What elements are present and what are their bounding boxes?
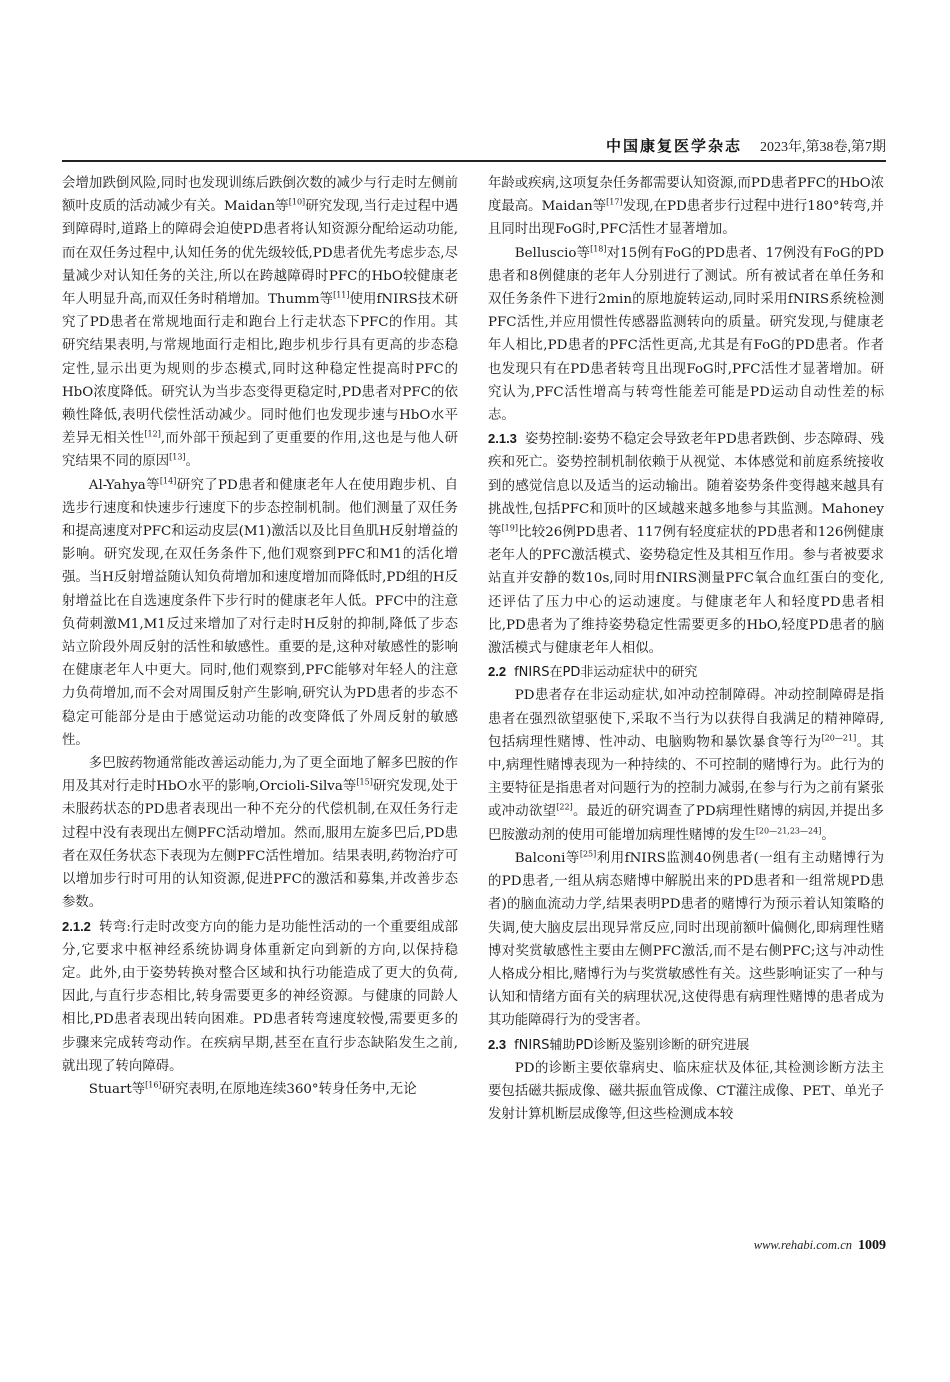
subsection-2-1-2: 2.1.2 转弯:行走时改变方向的能力是功能性活动的一个重要组成部分,它要求中枢神经系统协调身体重新定向到新的方向,以保持稳定。此外,由于姿势转换对整合区域和执行功能造成了更大的负荷,因此,与直行步态相比,转身需要更多的神经资源。与健康的同龄人相比,PD患者表现出转向困难。PD患者转弯速度较慢,需要更多的步骤来完成转弯动作。在疾病早期,甚至在直行步态缺陷发生之前,就出现了转向障碍。 <box>62 918 459 1074</box>
website-url: www.rehabi.com.cn <box>753 1238 852 1252</box>
paragraph: 多巴胺药物通常能改善运动能力,为了更全面地了解多巴胺的作用及其对行走时HbO水平的影响,Orcioli-Silva等[15]研究发现,处于未服药状态的PD患者表现出一种不充分的代偿机制,在双任务行走过程中没有表现出左侧PFC活动增加。然而,服用左旋多巴后,PD患者在双任务状态下表现为左侧PFC活性增加。结果表明,药物治疗可以增加步行时可用的认知资源,促进PFC的激活和募集,并改善步态参数。 <box>62 756 458 911</box>
citation: [17] <box>606 197 623 207</box>
paragraph: Stuart等[16]研究表明,在原地连续360°转身任务中,无论 <box>88 1080 417 1097</box>
citation: [25] <box>579 849 597 859</box>
subsection-title: 转弯 <box>98 919 127 935</box>
article-body <box>62 172 884 1222</box>
page-header <box>62 130 886 156</box>
section-title: fNIRS在PD非运动症状中的研究 <box>514 665 698 681</box>
citation: [19] <box>501 523 518 533</box>
left-column <box>62 172 458 1222</box>
citation: [15] <box>356 777 373 787</box>
citation: [16] <box>145 1080 162 1090</box>
issue-info: 2023年,第38卷,第7期 <box>760 140 886 155</box>
subsection-title: 姿势控制 <box>524 432 579 448</box>
section-number: 2.1.3 <box>488 431 517 447</box>
citation: [18] <box>590 244 607 254</box>
paragraph: Balconi等[25]利用fNIRS监测40例患者(一组有主动赌博行为的PD患者,一组从病态赌博中解脱出来的PD患者和一组常规PD患者)的脑血流动力学,结果表明PD患者的赌博行为预示着认知策略的失调,使大脑皮层出现异常反应,同时出现前额叶偏侧化,即病理性赌博对奖赏敏感性主要由左侧PFC激活,而不是右侧PFC;这与冲动性人格成分相比,赌博行为与奖赏敏感性有关。这些影响证实了一种与认知和情绪方面有关的病理状况,这使得患有病理性赌博的患者成为其功能障碍行为的受害者。 <box>488 849 884 1029</box>
paragraph: PD的诊断主要依靠病史、临床症状及体征,其检测诊断方法主要包括磁共振成像、磁共振血管成像、CT灌注成像、PET、单光子发射计算机断层成像等,但这些检测成本较 <box>488 1060 884 1123</box>
paragraph: Al-Yahya等[14]研究了PD患者和健康老年人在使用跑步机、自选步行速度和快速步行速度下的步态控制机制。他们测量了双任务和提高速度对PFC和运动皮层(M1)激活以及比目鱼肌H反射增益的影响。研究发现,在双任务条件下,他们观察到PFC和M1的活化增强。当H反射增益随认知负荷增加和速度增加而降低时,PD组的H反射增益比在自选速度条件下步行时的健康老年人低。PFC中的注意负荷刺激M1,M1反过来增加了对行走时H反射的抑制,降低了步态站立阶段外周反射的活性和敏感性。重要的是,这种对敏感性的影响在健康老年人中更大。同时,他们观察到,PFC能够对年轻人的注意力负荷增加,而不会对周围反射产生影响,研究认为PD患者的步态不稳定可能部分是由于感觉运动功能的改变降低了外周反射的敏感性。 <box>62 476 458 748</box>
citation: [20—21] <box>821 733 857 743</box>
citation: [22] <box>556 803 573 813</box>
citation: [13] <box>169 452 186 462</box>
journal-name: 中国康复医学杂志 <box>605 137 742 155</box>
subsection-2-1-3: 2.1.3 姿势控制:姿势不稳定会导致老年PD患者跌倒、步态障碍、残疾和死亡。姿势控制机制依赖于从视觉、本体感觉和前庭系统接收到的感觉信息以及适当的运动输出。随着姿势条件变得越来越具有挑战性,包括PFC和顶叶的区域越来越多地参与其监测。Mahoney等[19]比较26例PD患者、117例有轻度症状的PD患者和126例健康老年人的PFC激活模式、姿势稳定性及其相互作用。参与者被要求站直并安静的数10s,同时用fNIRS测量PFC氧合血红蛋白的变化,还评估了压力中心的运动速度。与健康老年人和轻度PD患者相比,PD患者为了维持姿势稳定性需要更多的HbO,轻度PD患者的脑激活模式与健康老年人相似。 <box>488 431 884 657</box>
right-column <box>488 172 884 1222</box>
paragraph: PD患者存在非运动症状,如冲动控制障碍。冲动控制障碍是指患者在强烈欲望驱使下,采取不当行为以获得自我满足的精神障碍,包括病理性赌博、性冲动、电脑购物和暴饮暴食等行为[20—21]。其中,病理性赌博表现为一种持续的、不可控制的赌博行为。此行为的主要特征是指患者对问题行为的控制力减弱,在参与行为之前有紧张或冲动欲望[22]。最近的研究调查了PD病理性赌博的病因,并提出多巴胺激动剂的使用可能增加病理性赌博的发生[20—21,23—24]。 <box>488 688 884 843</box>
paragraph: Belluscio等[18]对15例有FoG的PD患者、17例没有FoG的PD患者和8例健康的老年人分别进行了测试。所有被试者在单任务和双任务条件下进行2min的原地旋转运动,同时采用fNIRS系统检测PFC活性,并应用惯性传感器监测转向的质量。研究发现,与健康老年人相比,PD患者的PFC活性更高,尤其是有FoG的PD患者。作者也发现只有在PD患者转弯且出现FoG时,PFC活性才显著增加。研究认为,PFC活性增高与转弯性能差可能是PD运动自动性差的标志。 <box>488 244 884 424</box>
header-rule <box>62 160 886 162</box>
section-number: 2.2 <box>488 664 507 680</box>
section-heading-2-2 <box>488 660 884 684</box>
citation: [20—21,23—24] <box>755 826 822 836</box>
paragraph: 会增加跌倒风险,同时也发现训练后跌倒次数的减少与行走时左侧前额叶皮质的活动减少有关。Maidan等[10]研究发现,当行走过程中遇到障碍时,道路上的障碍会迫使PD患者将认知资源分配给运动功能,而在双任务过程中,认知任务的优先级较低,PD患者优先考虑步态,尽量减少对认知任务的关注,所以在跨越障碍时PFC的HbO较健康老年人明显升高,而双任务时稍增加。Thumm等[11]使用fNIRS技术研究了PD患者在常规地面行走和跑台上行走状态下PFC的作用。其研究结果表明,与常规地面行走相比,跑步机步行具有更高的步态稳定性,显示出更为规则的步态模式,同时这种稳定性提高时PFC的HbO浓度降低。研究认为当步态变得更稳定时,PD患者对PFC的依赖性降低,表明代偿性活动减少。同时他们也发现步速与HbO水平差异无相关性[12],而外部干预起到了更重要的作用,这也是与他人研究结果不同的原因[13]。 <box>62 176 459 470</box>
section-title: fNIRS辅助PD诊断及鉴别诊断的研究进展 <box>514 1037 750 1053</box>
page-footer <box>754 1238 886 1254</box>
section-heading-2-3 <box>488 1033 884 1057</box>
section-number: 2.3 <box>488 1036 507 1052</box>
citation: [11] <box>333 290 350 300</box>
page-number: 1009 <box>858 1238 886 1253</box>
citation: [14] <box>159 476 177 486</box>
citation: [12] <box>144 429 161 439</box>
paragraph: 年龄或疾病,这项复杂任务都需要认知资源,而PD患者PFC的HbO浓度最高。Maidan等[17]发现,在PD患者步行过程中进行180°转弯,并且同时出现FoG时,PFC活性才显著增加。 <box>488 176 884 238</box>
section-number: 2.1.2 <box>62 918 91 934</box>
citation: [10] <box>288 197 306 207</box>
